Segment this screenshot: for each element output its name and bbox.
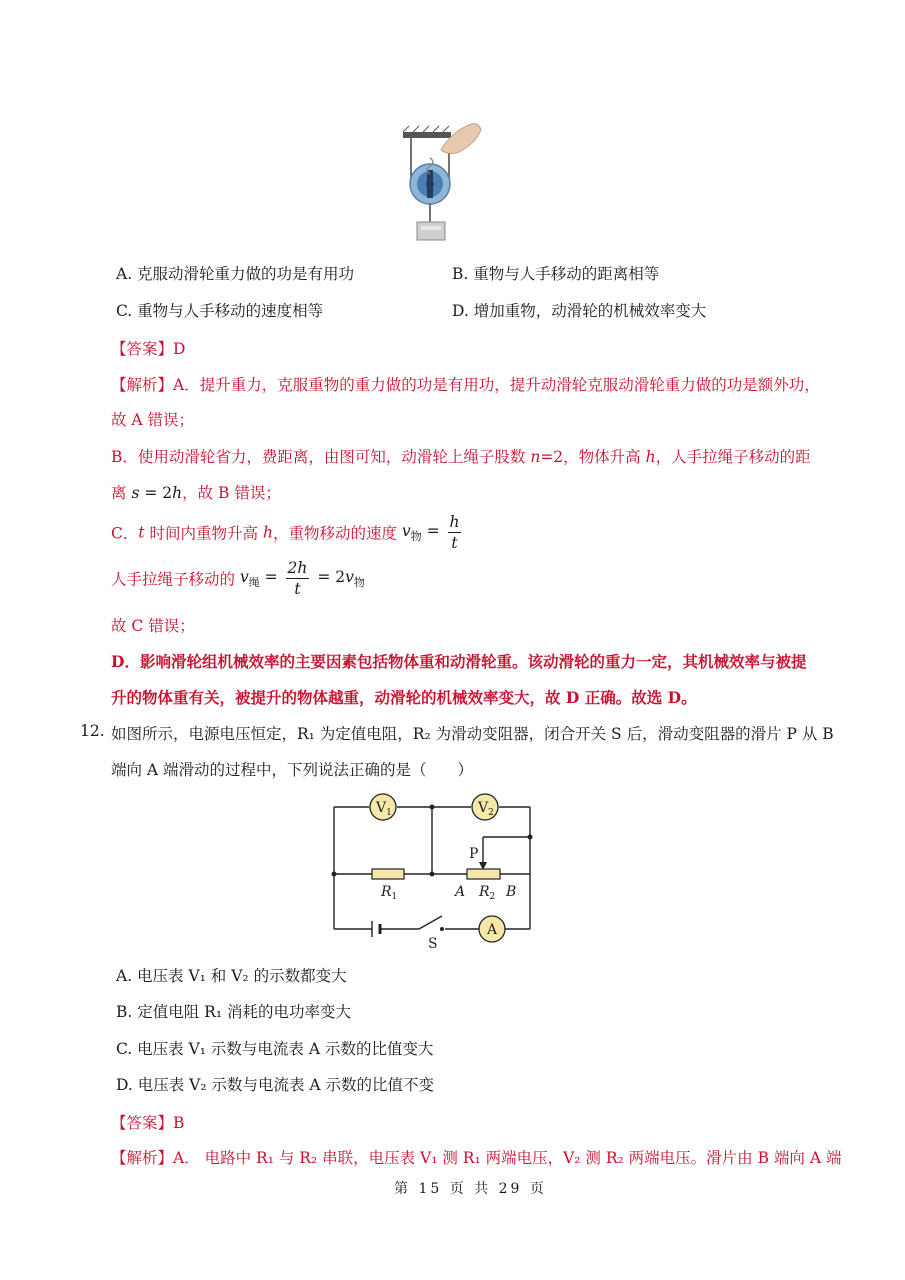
end-a-label: A — [455, 884, 466, 900]
q11-option-a: A. 克服动滑轮重力做的功是有用功 — [116, 265, 355, 283]
q11-option-c: C. 重物与人手移动的速度相等 — [116, 302, 324, 320]
slider-p-label: P — [469, 846, 479, 862]
q12-option-c: C. 电压表 V₁ 示数与电流表 A 示数的比值变大 — [116, 1040, 434, 1058]
q12-answer: 【答案】B — [111, 1114, 185, 1132]
ammeter-label: A — [487, 922, 498, 938]
v1-label: $V_1$ — [376, 800, 392, 818]
q12-option-a: A. 电压表 V₁ 和 V₂ 的示数都变大 — [116, 967, 347, 985]
fraction-h-over-t: $\frac{h}{t}$ — [449, 513, 460, 552]
q12-number: 12. — [80, 722, 105, 740]
page-footer: 第 15 页 共 29 页 — [394, 1181, 547, 1197]
fraction-2h-over-t: $\frac{2h}{t}$ — [287, 559, 308, 598]
q11-analysis-line5: C．t 时间内重物升高 h，重物移动的速度 $v_物$ = $\frac{h}{t}$ — [111, 513, 460, 552]
q11-analysis-line3: B．使用动滑轮省力，费距离，由图可知，动滑轮上绳子股数 n=2，物体升高 h，人手拉绳子移动的距 — [111, 448, 811, 466]
q12-analysis-line1: 【解析】A． 电路中 R₁ 与 R₂ 串联，电压表 V₁ 测 R₁ 两端电压，V₂ 测 R₂ 两端电压。滑片由 B 端向 A 端 — [111, 1149, 842, 1167]
end-b-label: B — [506, 884, 517, 900]
q11-answer: 【答案】D — [111, 340, 186, 358]
r1-label: $R_1$ — [381, 884, 398, 902]
circuit-diagram — [325, 790, 545, 955]
r2-label: $R_2$ — [479, 884, 496, 902]
q12-option-d: D. 电压表 V₂ 示数与电流表 A 示数的比值不变 — [116, 1076, 435, 1094]
q11-analysis-line6: 人手拉绳子移动的 $v_绳$ = $\frac{2h}{t}$ = $2v_物$ — [111, 559, 365, 598]
q11-option-d: D. 增加重物，动滑轮的机械效率变大 — [452, 302, 707, 320]
q11-analysis-line2: 故 A 错误； — [111, 411, 195, 429]
q11-analysis-line8: D．影响滑轮组机械效率的主要因素包括物体重和动滑轮重。该动滑轮的重力一定，其机械效率与被提 — [111, 652, 807, 671]
v2-label: $V_2$ — [478, 800, 494, 818]
q12-stem-line2: 端向 A 端滑动的过程中，下列说法正确的是（ ） — [111, 761, 474, 779]
switch-s-label: S — [428, 936, 438, 952]
q11-analysis-line4: 离 s = 2h，故 B 错误； — [111, 484, 281, 502]
q11-analysis-line9: 升的物体重有关，被提升的物体越重，动滑轮的机械效率变大，故 D 正确。故选 D。 — [111, 688, 697, 707]
pulley-figure — [395, 120, 485, 245]
q11-analysis-line7: 故 C 错误； — [111, 617, 195, 635]
q12-stem-line1: 如图所示，电源电压恒定，R₁ 为定值电阻，R₂ 为滑动变阻器，闭合开关 S 后，滑动变阻器的滑片 P 从 B — [111, 725, 834, 743]
q11-option-b: B. 重物与人手移动的距离相等 — [452, 265, 660, 283]
q11-analysis-line1: 【解析】A．提升重力，克服重物的重力做的功是有用功，提升动滑轮克服动滑轮重力做的功是额外功， — [111, 376, 820, 394]
q12-option-b: B. 定值电阻 R₁ 消耗的电功率变大 — [116, 1003, 351, 1021]
